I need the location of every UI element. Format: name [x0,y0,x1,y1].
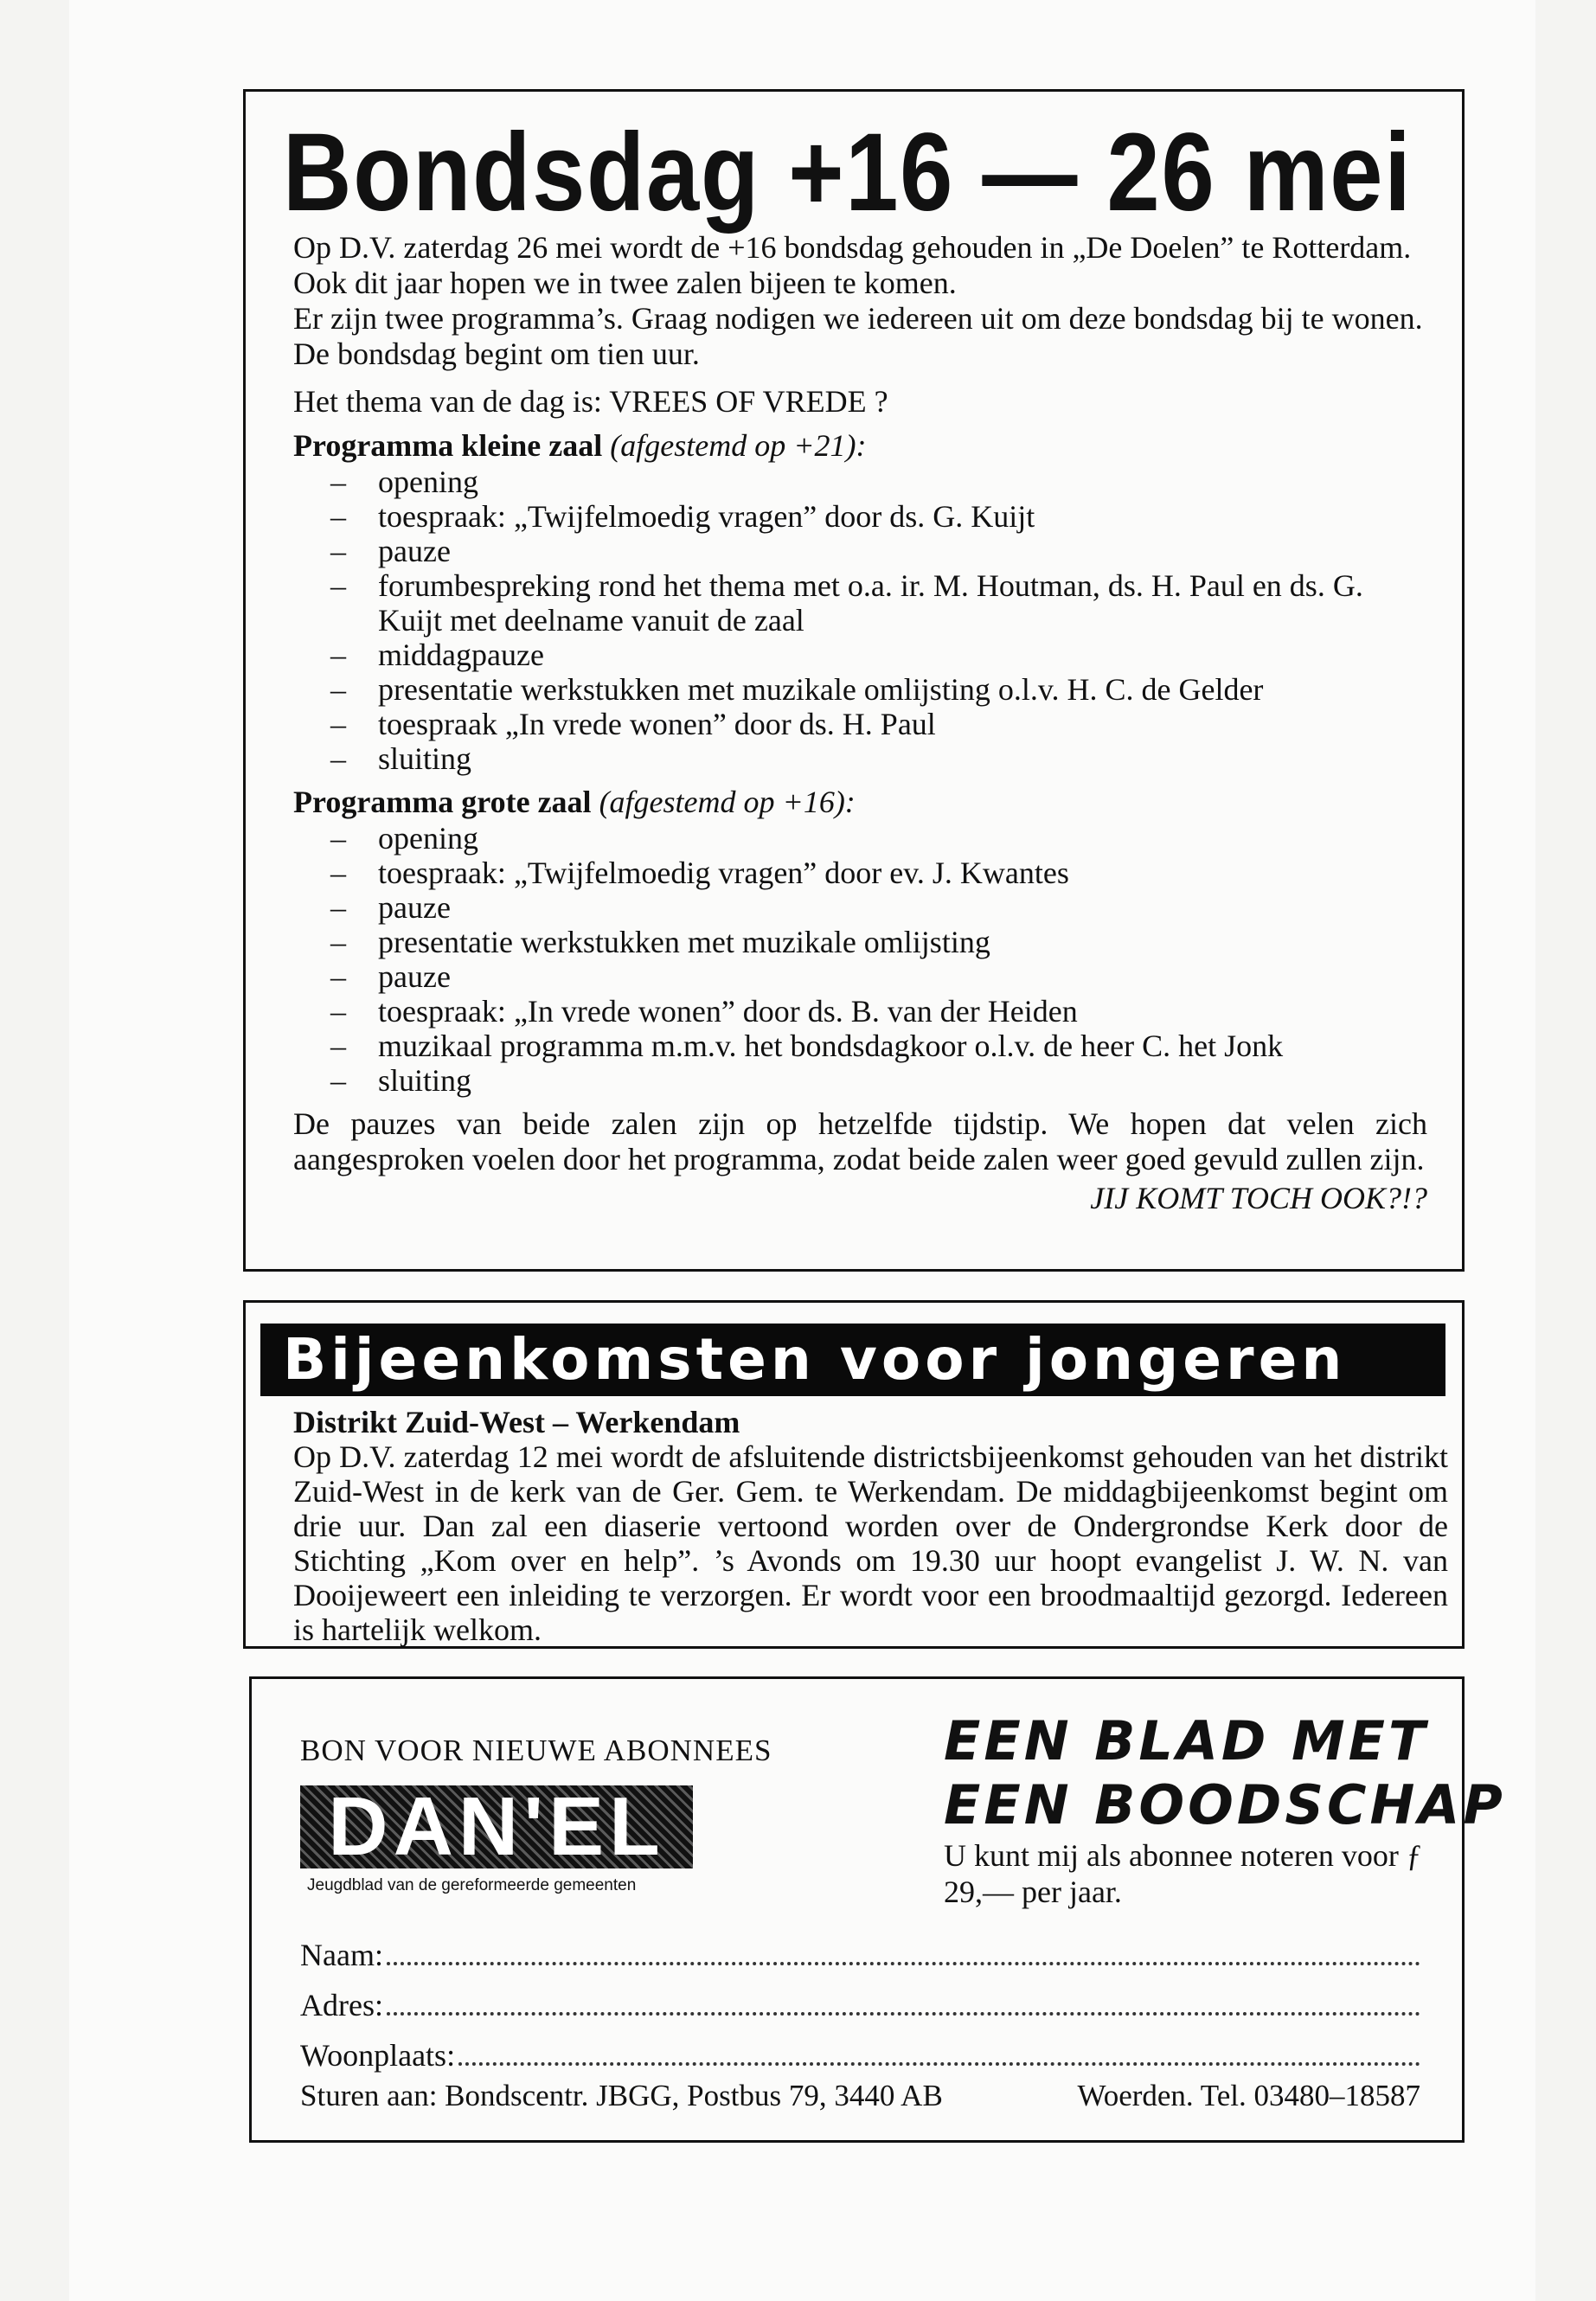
closing-line: JIJ KOMT TOCH OOK?!? [1090,1181,1427,1215]
adres-field[interactable] [300,1986,1420,2024]
list-item: – toespraak: „Twijfelmoedig vragen” door ds. G. Kuijt [378,499,1427,534]
list-item: – toespraak: „In vrede wonen” door ds. B. van der Heiden [378,994,1427,1029]
magazine-logo: DAN'EL [300,1785,693,1868]
district-heading: Distrikt Zuid-West – Werkendam [293,1405,740,1439]
slogan-line-2: EEN BOODSCHAP [944,1773,1506,1836]
bijeenkomsten-banner: Bijeenkomsten voor jongeren [260,1324,1445,1396]
woonplaats-label: Woonplaats: [300,2038,456,2073]
program-kleine-zaal-subtitle: (afgestemd op +21): [610,428,867,463]
outro-paragraph: De pauzes van beide zalen zijn op hetzelfde tijdstip. We hopen dat velen zich aangesproken voelen door het programma, zodat beide zalen weer goed gevuld zullen zijn. [293,1106,1427,1176]
program-kleine-zaal-list [293,465,1427,776]
list-item: – presentatie werkstukken met muzikale omlijsting [378,925,1427,959]
list-item: – pauze [378,534,1427,568]
naam-field[interactable] [300,1936,1420,1974]
subscription-price-text: U kunt mij als abonnee noteren voor ƒ 29,— per jaar. [944,1838,1422,1909]
bondsdag-article [243,89,1465,1272]
woonplaats-field[interactable] [300,2036,1420,2074]
list-item: – forumbespreking rond het thema met o.a. ir. M. Houtman, ds. H. Paul en ds. G. Kuijt met deelname vanuit de zaal [378,568,1427,638]
logo-subtitle: Jeugdblad van de gereformeerde gemeenten [307,1876,637,1894]
naam-label: Naam: [300,1938,383,1972]
list-item: – sluiting [378,1063,1427,1098]
district-body: Op D.V. zaterdag 12 mei wordt de afsluitende districtsbijeenkomst gehouden van het distrikt Zuid-West in de kerk van de Ger. Gem. te Werkendam. De middagbijeenkomst begint om drie uur. Dan zal een diaserie vertoond worden over de Ondergrondse Kerk door de Stichting „Kom over en help”. ’s Avonds om 19.30 uur hoopt evangelist J. W. N. van Dooijeweert een inleiding te verzorgen. Er wordt voor een broodmaaltijd gezorgd. Iedereen is hartelijk welkom. [293,1439,1448,1647]
list-item: – pauze [378,890,1427,925]
program-grote-zaal-heading [293,783,1427,821]
list-item: – sluiting [378,741,1427,776]
program-grote-zaal-list [293,821,1427,1098]
list-item: – muzikaal programma m.m.v. het bondsdagkoor o.l.v. de heer C. het Jonk [378,1029,1427,1063]
send-to-right: Woerden. Tel. 03480–18587 [1077,2079,1420,2112]
list-item: – opening [378,465,1427,499]
program-kleine-zaal-heading [293,426,1427,465]
list-item: – toespraak: „Twijfelmoedig vragen” door ev. J. Kwantes [378,856,1427,890]
list-item: – middagpauze [378,638,1427,672]
subscription-coupon [249,1676,1506,2143]
list-item: – toespraak „In vrede wonen” door ds. H. Paul [378,707,1427,741]
program-kleine-zaal-title: Programma kleine zaal [293,428,603,463]
woonplaats-line[interactable] [458,2036,1420,2066]
bondsdag-headline: Bondsdag +16 — 26 mei [283,111,1413,234]
bijeenkomsten-article [243,1300,1465,1649]
send-to-address [300,2077,1420,2115]
theme-line: Het thema van de dag is: VREES OF VREDE ? [293,384,888,419]
coupon-label: BON VOOR NIEUWE ABONNEES [300,1734,772,1767]
list-item: – presentatie werkstukken met muzikale omlijsting o.l.v. H. C. de Gelder [378,672,1427,707]
adres-label: Adres: [300,1988,383,2022]
adres-line[interactable] [387,1986,1420,2016]
naam-line[interactable] [387,1936,1420,1965]
send-to-left: Sturen aan: Bondscentr. JBGG, Postbus 79, 3440 AB [300,2079,943,2112]
slogan [944,1709,1506,1837]
list-item: – opening [378,821,1427,856]
program-grote-zaal-subtitle: (afgestemd op +16): [599,785,856,819]
list-item: – pauze [378,959,1427,994]
program-grote-zaal-title: Programma grote zaal [293,785,592,819]
intro-paragraph-2: Er zijn twee programma’s. Graag nodigen we iedereen uit om deze bondsdag bij te wonen. De bondsdag begint om tien uur. [293,301,1423,371]
intro-paragraph-1: Op D.V. zaterdag 26 mei wordt de +16 bondsdag gehouden in „De Doelen” te Rotterdam. Ook dit jaar hopen we in twee zalen bijeen te komen. [293,230,1412,300]
slogan-line-1: EEN BLAD MET [944,1709,1429,1772]
